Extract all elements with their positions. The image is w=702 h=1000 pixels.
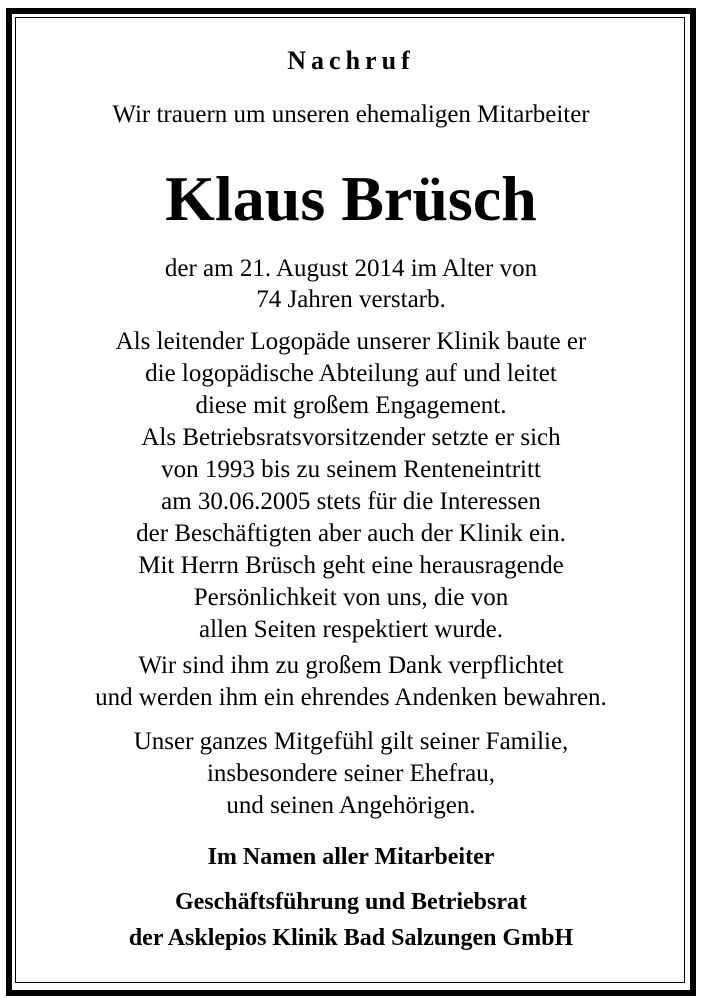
text-line: der am 21. August 2014 im Alter von: [164, 255, 538, 282]
text-line: Als leitender Logopäde unserer Klinik baute er: [115, 328, 587, 355]
deceased-name: Klaus Brüsch: [165, 163, 537, 234]
text-line: der Beschäftigten aber auch der Klinik ein.: [136, 520, 566, 547]
text-line: Als Betriebsratsvorsitzender setzte er sich: [141, 424, 561, 451]
text-line: 74 Jahren verstarb.: [256, 286, 446, 313]
death-paragraph: [18, 253, 684, 315]
text-line: und seinen Angehörigen.: [226, 792, 476, 819]
text-line: und werden ihm ein ehrendes Andenken bewahren.: [95, 684, 607, 711]
thanks-paragraph: [18, 650, 684, 714]
text-line: die logopädische Abteilung auf und leitet: [145, 360, 557, 387]
notice-heading: Nachruf: [287, 46, 415, 75]
signature-line-staff: Im Namen aller Mitarbeiter: [207, 844, 495, 870]
text-line: Unser ganzes Mitgefühl gilt seiner Familie,: [133, 728, 569, 755]
text-line: insbesondere seiner Ehefrau,: [206, 760, 496, 787]
intro-text: Wir trauern um unseren ehemaligen Mitarbeiter: [112, 101, 590, 128]
text-line: allen Seiten respektiert wurde.: [198, 616, 504, 643]
text-line: von 1993 bis zu seinem Renteneintritt: [161, 456, 541, 483]
text-line: Mit Herrn Brüsch geht eine herausragende: [138, 552, 564, 579]
signature-line-clinic: der Asklepios Klinik Bad Salzungen GmbH: [128, 925, 574, 951]
text-line: diese mit großem Engagement.: [195, 392, 507, 419]
signature-line-management: Geschäftsführung und Betriebsrat: [174, 889, 528, 915]
text-line: am 30.06.2005 stets für die Interessen: [161, 488, 541, 515]
career-paragraph: [18, 326, 684, 646]
text-line: Wir sind ihm zu großem Dank verpflichtet: [138, 652, 564, 679]
text-line: Persönlichkeit von uns, die von: [193, 584, 509, 611]
sympathy-paragraph: [18, 726, 684, 822]
